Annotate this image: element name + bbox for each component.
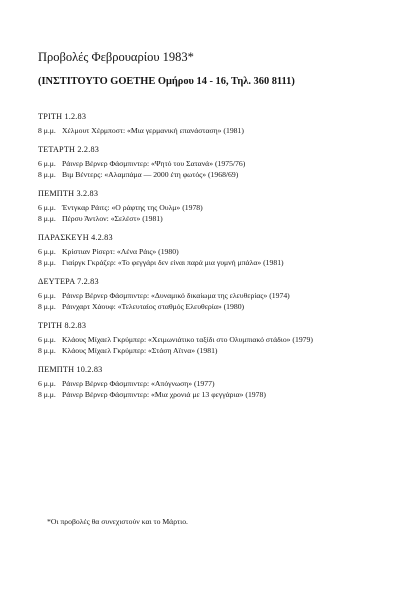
day-heading: ΤΕΤΑΡΤΗ 2.2.83: [38, 144, 100, 154]
screening-row: [38, 125, 408, 137]
screening-row: [38, 290, 408, 302]
screening-row: [38, 158, 408, 170]
screening-time: 8 μ.μ.: [38, 346, 56, 355]
screening-film: Χέλμουτ Χέρμποστ: «Μια γερμανική επανάσταση» (1981): [62, 126, 244, 135]
screening-schedule: [38, 111, 408, 408]
screening-film: Κρίστιαν Ρίσερτ: «Λένα Ράις» (1980): [62, 246, 179, 256]
screening-film: Πέρσυ Άντλον: «Σελέστ» (1981): [62, 214, 163, 223]
screening-time: 8 μ.μ.: [38, 126, 56, 135]
day-block: [38, 232, 408, 269]
day-block: [38, 320, 408, 357]
day-block: [38, 111, 408, 137]
day-heading: ΠΕΜΠΤΗ 3.2.83: [38, 188, 99, 198]
day-heading: ΤΡΙΤΗ 8.2.83: [38, 320, 87, 330]
screening-row: [38, 257, 408, 269]
screening-film: Βιμ Βέντερς: «Αλαμπάμα — 2000 έτη φωτός» (1968/69): [62, 170, 239, 179]
screening-time: 6 μ.μ.: [38, 334, 56, 344]
day-block: [38, 276, 408, 313]
screening-time: 8 μ.μ.: [38, 214, 56, 223]
day-heading: ΠΑΡΑΣΚΕΥΗ 4.2.83: [38, 232, 113, 242]
day-block: [38, 188, 408, 225]
screening-row: [38, 301, 408, 313]
screening-row: [38, 202, 408, 214]
screening-film: Ράινερ Βέρνερ Φάσμπιντερ: «Ψητό του Σατανά» (1975/76): [62, 158, 246, 168]
screening-film: Γιαίργκ Γκράζερ: «Το φεγγάρι δεν είναι παρά μια γυμνή μπάλα» (1981): [62, 258, 284, 267]
screening-row: [38, 378, 408, 390]
footnote: *Οι προβολές θα συνεχιστούν και το Μάρτιο.: [47, 517, 188, 526]
screening-time: 8 μ.μ.: [38, 170, 56, 179]
screening-time: 8 μ.μ.: [38, 302, 56, 311]
day-heading: ΠΕΜΠΤΗ 10.2.83: [38, 364, 103, 374]
screening-row: [38, 169, 408, 181]
screening-row: [38, 213, 408, 225]
screening-film: Ράινερ Βέρνερ Φάσμπιντερ: «Απόγνωση» (1977): [62, 378, 215, 388]
screening-film: Κλάους Μίχαελ Γκρύμπερ: «Στάση Αϊτνα» (1981): [62, 346, 218, 355]
screening-film: Ράινχαρτ Χάουφ: «Τελευταίος σταθμός Ελευθερία» (1980): [62, 302, 245, 311]
screening-film: Ράινερ Βέρνερ Φάσμπιντερ: «Μια χρονιά με 13 φεγγάρια» (1978): [62, 390, 266, 399]
screening-time: 6 μ.μ.: [38, 202, 56, 212]
screening-time: 6 μ.μ.: [38, 158, 56, 168]
page-title: Προβολές Φεβρουαρίου 1983*: [38, 50, 194, 64]
screening-time: 6 μ.μ.: [38, 378, 56, 388]
day-heading: ΤΡΙΤΗ 1.2.83: [38, 112, 87, 121]
screening-row: [38, 334, 408, 346]
day-block: [38, 364, 408, 401]
screening-film: Έντγκαρ Ράιτς: «Ο ράφτης της Ουλμ» (1978): [62, 202, 203, 212]
screening-time: 6 μ.μ.: [38, 290, 56, 300]
screening-time: 8 μ.μ.: [38, 390, 56, 399]
day-heading: ΔΕΥΤΕΡΑ 7.2.83: [38, 276, 99, 286]
screening-film: Κλάους Μίχαελ Γκρύμπερ: «Χειμωνιάτικο ταξίδι στο Ολυμπιακό στάδιο» (1979): [62, 334, 313, 344]
day-block: [38, 144, 408, 181]
screening-film: Ράινερ Βέρνερ Φάσμπιντερ: «Δυναμικό δικαίωμα της ελευθερίας» (1974): [62, 290, 290, 300]
screening-time: 8 μ.μ.: [38, 258, 56, 267]
page-subtitle: (ΙΝΣΤΙΤΟΥΤΟ GOETHE Ομήρου 14 - 16, Τηλ. 360 8111): [38, 76, 295, 87]
screening-row: [38, 246, 408, 258]
screening-row: [38, 389, 408, 401]
screening-row: [38, 345, 408, 357]
screening-time: 6 μ.μ.: [38, 246, 56, 256]
